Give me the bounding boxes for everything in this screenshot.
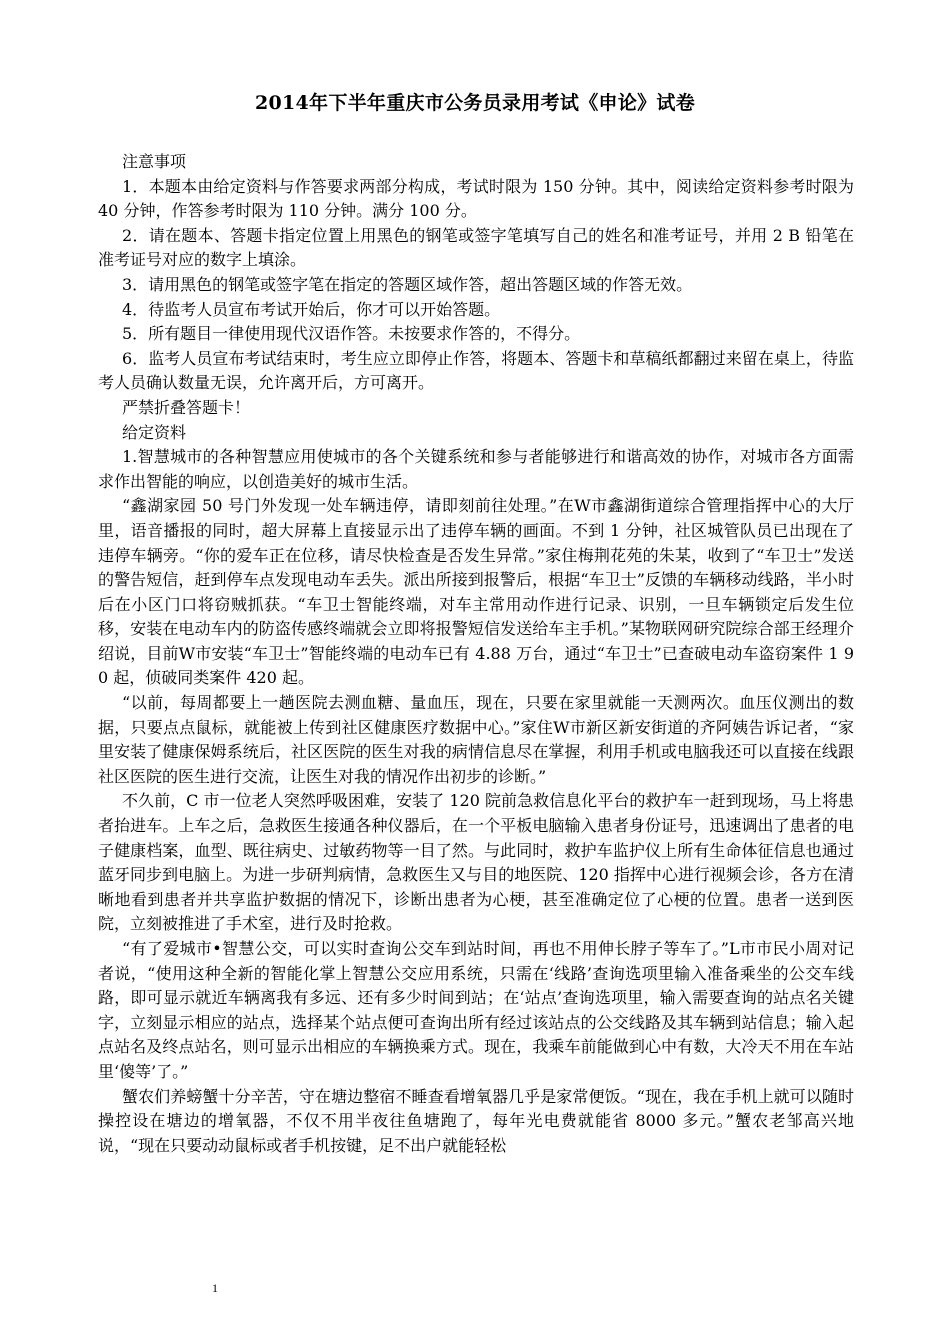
notice-item-6: 6．监考人员宣布考试结束时，考生应立即停止作答，将题本、答题卡和草稿纸都翻过来留在桌上，待监考人员确认数量无误，允许离开后，方可离开。 [98,348,854,393]
material-paragraph: “有了爱城市•智慧公交，可以实时查询公交车到站时间，再也不用伸长脖子等车了。”L市市民小周对记者说，“使用这种全新的智能化掌上智慧公交应用系统，只需在‘线路’查询选项里输入准备乘坐的公交车线路，即可显示就近车辆离我有多远、还有多少时间到站；在‘站点’查询选项里，输入需要查询的站点名关键字，立刻显示相应的站点，选择某个站点便可查询出所有经过该站点的公交线路及其车辆到站信息；输入起点站名及终点站名，则可显示出相应的车辆换乘方式。现在，我乘车前能做到心中有数，大冷天不用在车站里‘傻等’了。” [98,939,854,1081]
notice-item-1: 1．本题本由给定资料与作答要求两部分构成，考试时限为 150 分钟。其中，阅读给定资料参考时限为 40 分钟，作答参考时限为 110 分钟。满分 100 分。 [98,176,854,221]
document-body [98,150,854,1158]
material-paragraph: “以前，每周都要上一趟医院去测血糖、量血压，现在，只要在家里就能一天测两次。血压仪测出的数据，只要点点鼠标，就能被上传到社区健康医疗数据中心。”家住W市新区新安街道的齐阿姨告诉记者，“家里安装了健康保姆系统后，社区医院的医生对我的病情信息尽在掌握，利用手机或电脑我还可以直接在线跟社区医院的医生进行交流，让医生对我的情况作出初步的诊断。” [98,693,854,786]
notice-item-2: 2．请在题本、答题卡指定位置上用黑色的钢笔或签字笔填写自己的姓名和准考证号，并用 2 B 铅笔在准考证号对应的数字上填涂。 [98,225,854,270]
material-paragraph: 蟹农们养螃蟹十分辛苦，守在塘边整宿不睡查看增氧器几乎是家常便饭。“现在，我在手机上就可以随时操控设在塘边的增氧器，不仅不用半夜往鱼塘跑了，每年光电费就能省 8000 多元。”蟹农老邹高兴地说，“现在只要动动鼠标或者手机按键，足不出户就能轻松 [98,1086,854,1155]
notice-item-3: 3．请用黑色的钢笔或签字笔在指定的答题区域作答，超出答题区域的作答无效。 [122,274,693,294]
notice-heading: 注意事项 [122,152,187,171]
material-paragraph: “鑫湖家园 50 号门外发现一处车辆违停，请即刻前往处理。”在W市鑫湖街道综合管理指挥中心的大厅里，语音播报的同时，超大屏幕上直接显示出了违停车辆的画面。不到 1 分钟，社区城管队员已出现在了违停车辆旁。“你的爱车正在位移，请尽快检查是否发生异常。”家住梅荆花苑的朱某，收到了“车卫士”发送的警告短信，赶到停车点发现电动车丢失。派出所接到报警后，根据“车卫士”反馈的车辆移动线路，半小时后在小区门口将窃贼抓获。“车卫士智能终端，对车主常用动作进行记录、识别，一旦车辆锁定后发生位移，安装在电动车内的防盗传感终端就会立即将报警短信发送给车主手机。”某物联网研究院综合部王经理介绍说，目前W市安装“车卫士”智能终端的电动车已有 4.88 万台，通过“车卫士”已查破电动车盗窃案件 1 9 0 起，侦破同类案件 420 起。 [98,496,854,688]
material-paragraph: 1.智慧城市的各种智慧应用使城市的各个关键系统和参与者能够进行和谐高效的协作，对城市各方面需求作出智能的响应，以创造美好的城市生活。 [98,447,854,491]
materials-heading: 给定资料 [122,422,187,442]
page-number: 1 [212,1281,218,1295]
notice-item-5: 5．所有题目一律使用现代汉语作答。未按要求作答的，不得分。 [122,324,581,344]
material-paragraph: 不久前，C 市一位老人突然呼吸困难，安装了 120 院前急救信息化平台的救护车一赶到现场，马上将患者抬进车。上车之后，急救医生接通各种仪器后，在一个平板电脑输入患者身份证号，迅速调出了患者的电子健康档案，血型、既往病史、过敏药物等一目了然。与此同时，救护车监护仪上所有生命体征信息也通过蓝牙同步到电脑上。为进一步研判病情，急救医生又与目的地医院、120 指挥中心进行视频会诊，各方在清晰地看到患者并共享监护数据的情况下，诊断出患者为心梗，甚至准确定位了心梗的位置。患者一送到医院，立刻被推进了手术室，进行及时抢救。 [98,791,854,934]
document-title: 2014年下半年重庆市公务员录用考试《申论》试卷 [254,92,696,114]
warning-text: 严禁折叠答题卡！ [122,397,251,417]
notice-item-4: 4．待监考人员宣布考试开始后，你才可以开始答题。 [122,299,501,319]
